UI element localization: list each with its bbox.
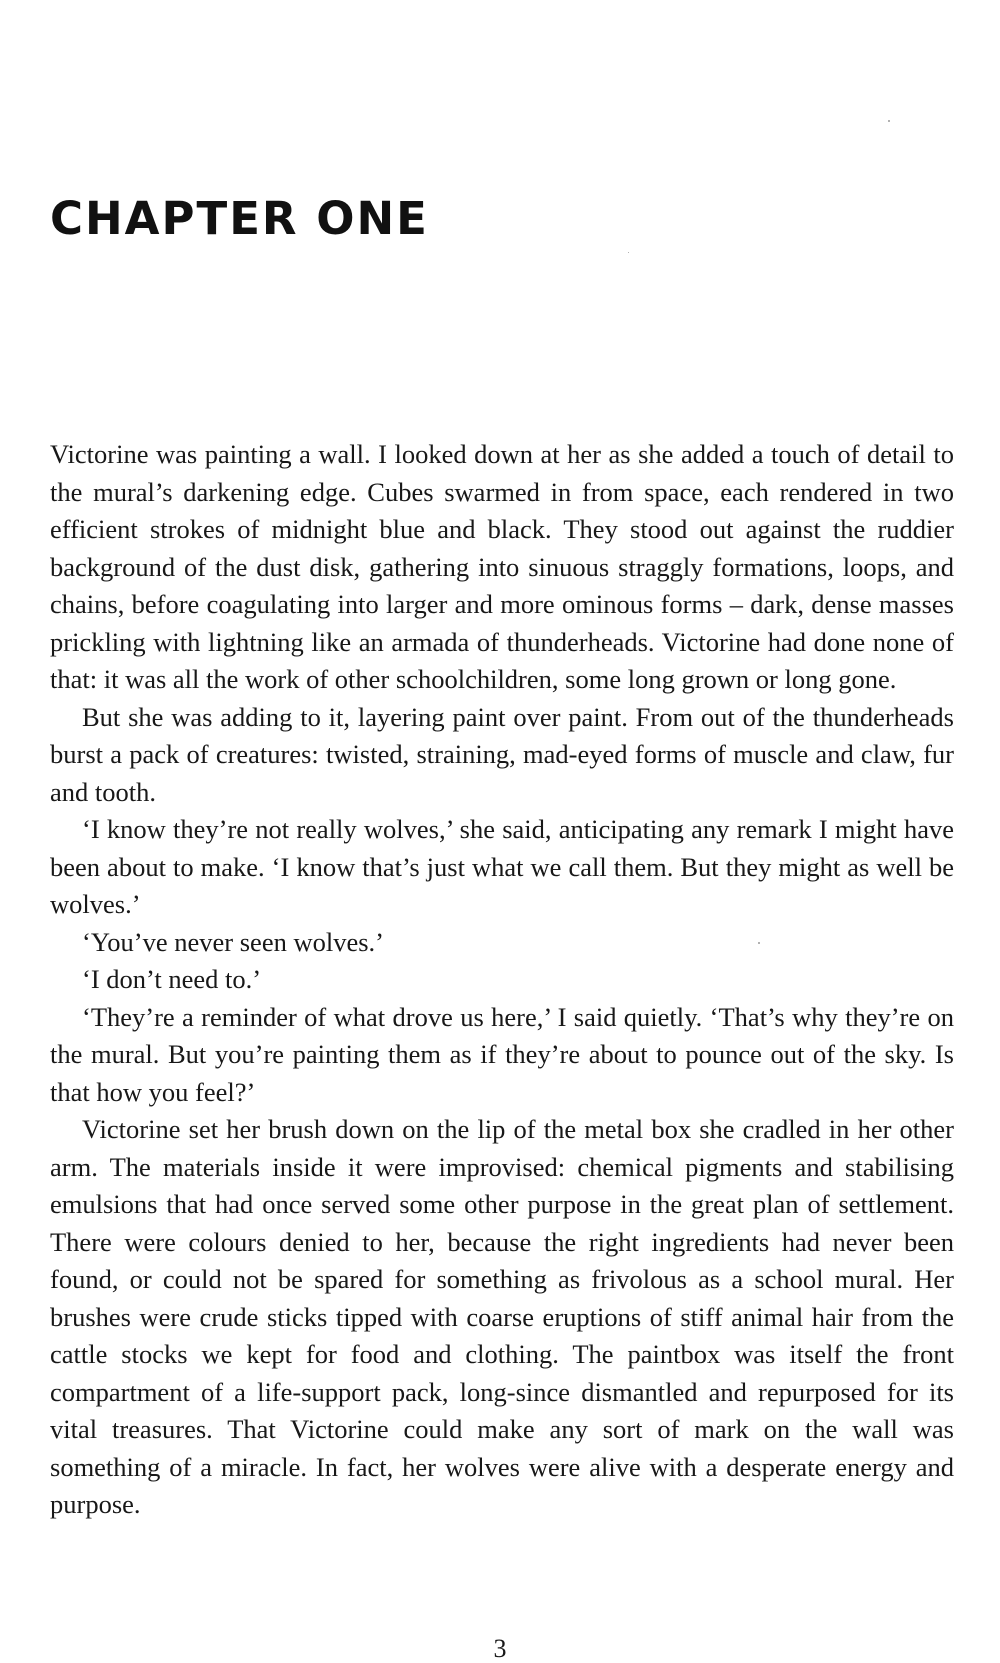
scan-speck xyxy=(758,942,760,944)
paragraph: ‘I don’t need to.’ xyxy=(82,964,262,994)
chapter-title: CHAPTER ONE xyxy=(50,192,429,245)
scan-speck xyxy=(628,252,629,253)
paragraph: But she was adding to it, layering paint over paint. From out of the thunderheads burst a pack of creatures: twisted, straining, mad-eyed forms of muscle and claw, fur and tooth. xyxy=(50,701,954,807)
paragraph: Victorine set her brush down on the lip of the metal box she cradled in her other arm. The materials inside it were improvised: chemical pigments and stabilising emulsions that had once served some other purpose in the great plan of settlement. There were colours denied to her, because the right ingredients had never been found, or could not be spared for something as frivolous as a school mural. Her brushes were crude sticks tipped with coarse eruptions of stiff animal hair from the cattle stocks we kept for food and clothing. The paintbox was itself the front compartment of a life-support pack, long-since dismantled and repurposed for its vital treasures. That Victorine could make any sort of mark on the wall was something of a miracle. In fact, her wolves were alive with a desperate energy and purpose. xyxy=(50,1114,954,1519)
page-number: 3 xyxy=(493,1634,507,1663)
chapter-body xyxy=(50,436,954,1524)
paragraph: Victorine was painting a wall. I looked down at her as she added a touch of detail to the mural’s darkening edge. Cubes swarmed in from space, each rendered in two efficient strokes of midnight blue and black. They stood out against the ruddier background of the dust disk, gathering into sinuous straggly formations, loops, and chains, before coagulating into larger and more ominous forms – dark, dense masses prickling with lightning like an armada of thunderheads. Victorine had done none of that: it was all the work of other schoolchildren, some long grown or long gone. xyxy=(50,439,954,694)
scan-speck xyxy=(888,120,890,122)
paragraph: ‘They’re a reminder of what drove us here,’ I said quietly. ‘That’s why they’re on the mural. But you’re painting them as if they’re about to pounce out of the sky. Is that how you feel?’ xyxy=(50,1001,954,1107)
paragraph: ‘You’ve never seen wolves.’ xyxy=(82,926,384,957)
paragraph: ‘I know they’re not really wolves,’ she said, anticipating any remark I might have been about to make. ‘I know that’s just what we call them. But they might as well be wolves.’ xyxy=(50,814,954,919)
